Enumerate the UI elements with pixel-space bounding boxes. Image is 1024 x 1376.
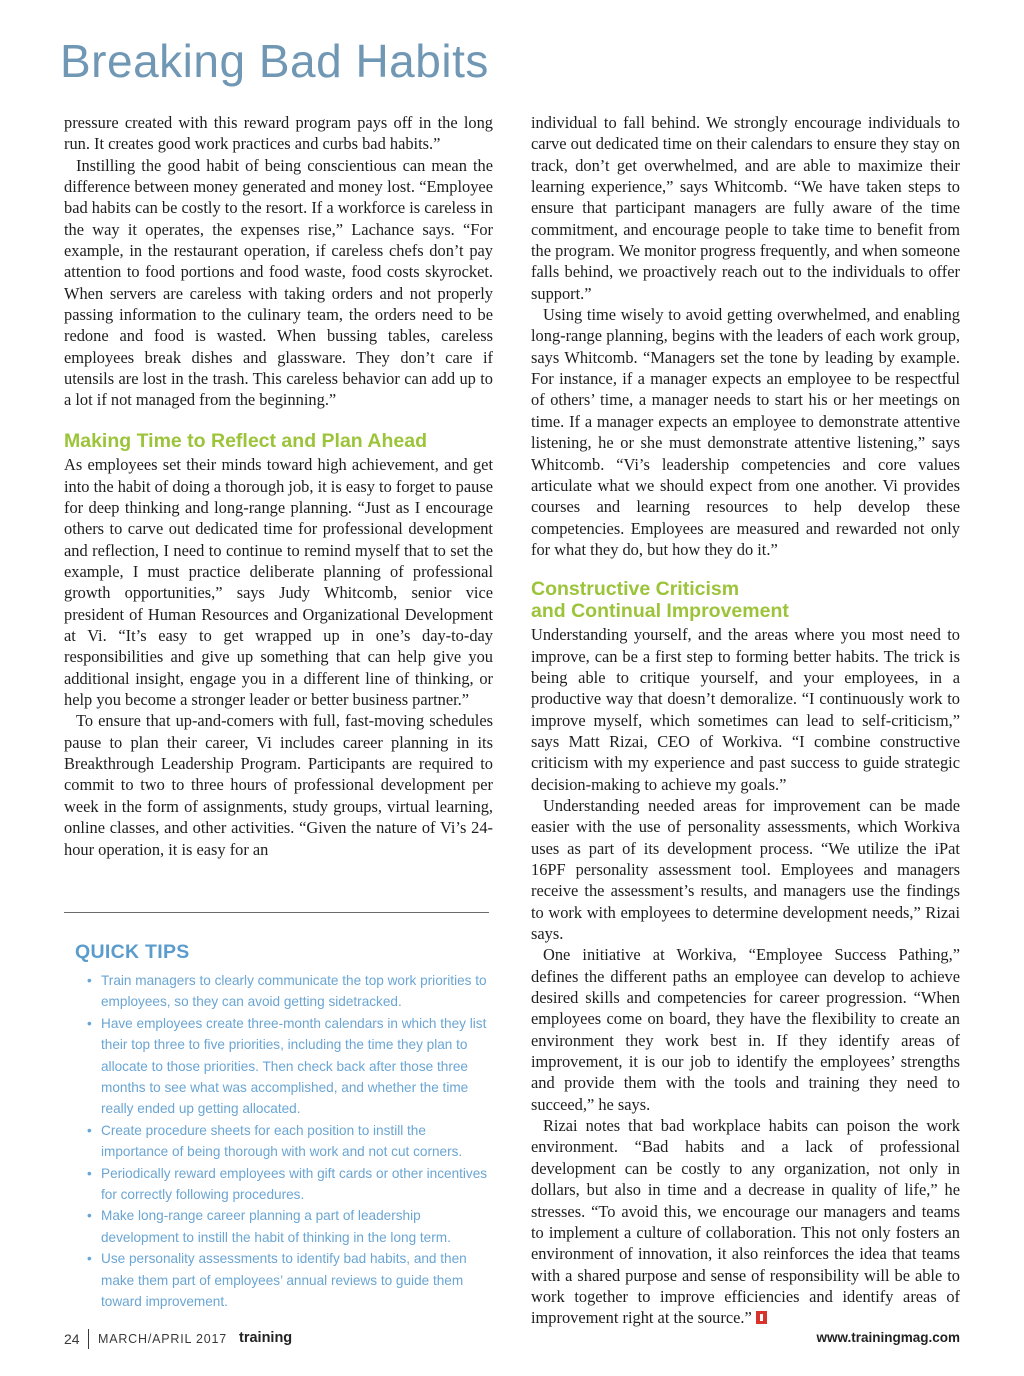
- page-footer: [64, 1330, 960, 1350]
- magazine-brand: training: [239, 1330, 293, 1346]
- section-heading-constructive-criticism: [531, 579, 960, 622]
- bullet-icon: •: [87, 1165, 92, 1181]
- body-paragraph: Using time wisely to avoid getting overwhelmed, and enabling long-range planning, begins with the leaders of each work group, says Whitcomb. “Managers set the tone by leading by example. For instance, if a manager expects an employee to be respectful of others’ time, a manager needs to start his or her meetings on time. If a manager expects an employee to demonstrate attentive listening, he or she must demonstrate attentive listening,” says Whitcomb. “Vi’s leadership competencies and core values articulate what we should expect from one another. Vi provides courses and learning resources to help develop these competencies. Employees are measured and rewarded not only for what they do, but how they do it.”: [531, 305, 960, 559]
- tip-text: Make long-range career planning a part of leadership development to instill the habit of thinking in the long term.: [101, 1208, 451, 1245]
- body-paragraph: To ensure that up-and-comers with full, fast-moving schedules pause to plan their career, Vi includes career planning in its Breakthrough Leadership Program. Participants are required to commit to two to three hours of professional development per week in the form of assignments, study groups, virtual learning, online classes, and other activities. “Given the nature of Vi’s 24-hour operation, it is easy for an: [64, 711, 493, 859]
- body-paragraph: [531, 1115, 960, 1328]
- quick-tips-list: [75, 970, 495, 1313]
- section-heading-reflect-plan: Making Time to Reflect and Plan Ahead: [64, 429, 427, 452]
- tip-text: Create procedure sheets for each position to instill the importance of being thorough with work and not cut corners.: [101, 1122, 463, 1160]
- body-paragraph: Understanding yourself, and the areas where you most need to improve, can be a first step to forming better habits. The trick is being able to critique yourself, and your employees, in a productive way that doesn’t demoralize. “I continuously work to improve myself, which sometimes can lead to self-criticism,” says Matt Rizai, CEO of Workiva. “I combine constructive criticism with my experience and past success to guide strategic decision-making to achieve my goals.”: [531, 625, 960, 794]
- tip-text: Use personality assessments to identify bad habits, and then make them part of employees’ annual reviews to guide them toward improvement.: [101, 1251, 467, 1310]
- bullet-icon: •: [87, 1015, 92, 1031]
- website-link[interactable]: www.trainingmag.com: [816, 1330, 960, 1345]
- bullet-icon: •: [87, 1122, 92, 1138]
- bullet-icon: •: [87, 1251, 92, 1267]
- end-mark-icon: [756, 1311, 767, 1324]
- bullet-icon: •: [87, 1208, 92, 1224]
- body-paragraph: Instilling the good habit of being conscientious can mean the difference between money generated and money lost. “Employee bad habits can be costly to the resort. If a workforce is careless in the way it operates, the expenses rise,” Lachance says. “For example, in the restaurant operation, if careless chefs don’t pay attention to food portions and food waste, food costs skyrocket. When servers are careless with taking orders and not properly passing information to the culinary team, the orders need to be redone and food is wasted. When bussing tables, careless employees break dishes and glassware. They don’t care if utensils are lost in the trash. This careless behavior can add up to a lot if not managed from the beginning.”: [64, 155, 493, 410]
- heading-line: and Continual Improvement: [531, 599, 789, 622]
- body-paragraph: pressure created with this reward program pays off in the long run. It creates good work practices and curbs bad habits.”: [64, 113, 493, 154]
- list-item: [75, 1248, 495, 1312]
- left-column: [64, 112, 493, 860]
- issue-date: MARCH/APRIL 2017: [98, 1332, 228, 1346]
- body-paragraph: As employees set their minds toward high achievement, and get into the habit of doing a thorough job, it is easy to forget to pause for deep thinking and long-range planning. “Just as I encourage others to carve out dedicated time for professional development and reflection, I need to continue to remind myself that to set the example, I must practice deliberate planning of professional growth opportunities,” says Judy Whitcomb, senior vice president of Human Resources and Organizational Development at Vi. “It’s easy to get wrapped up in one’s day-to-day responsibilities and give up something that can help give you additional insight, engage you in a different line of thinking, or help you become a stronger leader or better business partner.”: [64, 455, 493, 710]
- list-item: [75, 1163, 495, 1206]
- divider: [64, 912, 489, 913]
- body-paragraph: individual to fall behind. We strongly encourage individuals to carve out dedicated time on their calendars to ensure they stay on track, don’t get overwhelmed, and are able to maximize their learning experience,” says Whitcomb. “We have taken steps to ensure that participant managers are fully aware of the time commitment, and encourage people to take time to benefit from the program. We monitor progress frequently, and when someone falls behind, we proactively reach out to the individuals to offer support.”: [531, 113, 960, 303]
- right-column: [531, 112, 960, 1329]
- list-item: [75, 1120, 495, 1163]
- tip-text: Periodically reward employees with gift cards or other incentives for correctly following procedures.: [101, 1165, 488, 1203]
- tip-text: Train managers to clearly communicate the top work priorities to employees, so they can avoid getting sidetracked.: [101, 973, 487, 1010]
- list-item: [75, 1013, 495, 1120]
- body-paragraph: Understanding needed areas for improvement can be made easier with the use of personality assessments, which Workiva uses as part of its development process. “We utilize the iPat 16PF personality assessment tool. Employees and managers receive the assessment’s results, and managers use the findings to work with employees to determine development needs,” Rizai says.: [531, 795, 960, 944]
- page-title: Breaking Bad Habits: [60, 35, 489, 87]
- final-paragraph-text: Rizai notes that bad workplace habits can poison the work environment. “Bad habits and a lack of professional development can be costly to any organization, not only in dollars, but also in time and a decrease in quality of life,” he stresses. “To avoid this, we encourage our managers and teams to implement a culture of collaboration. This not only fosters an environment of innovation, it also reinforces the idea that teams with a shared purpose and sense of responsibility will be able to work together to improve efficiencies and identify areas of improvement right at the source.”: [531, 1116, 960, 1328]
- page-number: 24: [64, 1331, 80, 1347]
- list-item: [75, 1205, 495, 1248]
- list-item: [75, 970, 495, 1013]
- quick-tips-title: QUICK TIPS: [75, 941, 190, 963]
- quick-tips-box: [75, 941, 495, 1313]
- heading-line: Constructive Criticism: [531, 578, 740, 601]
- tip-text: Have employees create three-month calendars in which they list their top three to five priorities, including the time they plan to allocate to those priorities. Then check back after those three months to see what was accomplished, and whether the time really ended up getting allocated.: [101, 1015, 487, 1117]
- body-paragraph: One initiative at Workiva, “Employee Success Pathing,” defines the different paths an employee can develop to achieve desired skills and competencies for career progression. “When employees come on board, they have the flexibility to create an environment they work best in. If they identify areas of improvement, it is our job to identify the employees’ strengths and provide them with the tools and training they need to succeed,” he says.: [531, 945, 960, 1114]
- bullet-icon: •: [87, 973, 92, 988]
- footer-divider: [88, 1329, 89, 1349]
